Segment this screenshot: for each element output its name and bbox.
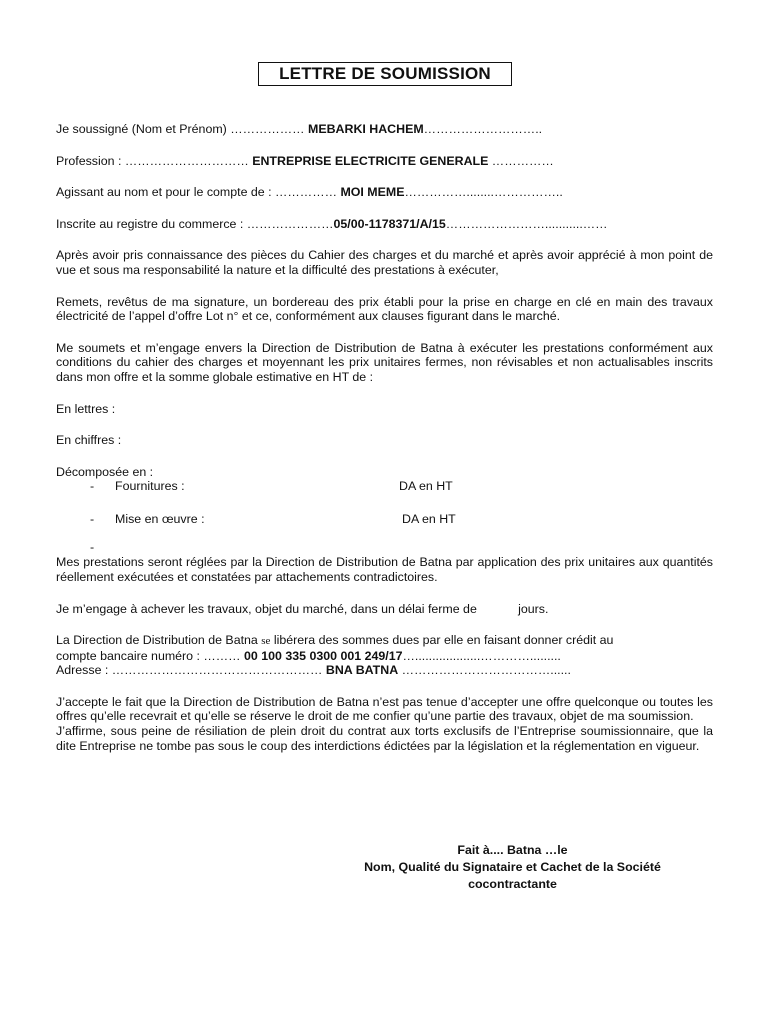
signature-title: Nom, Qualité du Signataire et Cachet de la Société	[364, 860, 661, 874]
address-value: BNA BATNA	[325, 663, 399, 678]
profession-value: ENTREPRISE ELECTRICITE GENERALE	[252, 153, 489, 168]
acting-value: MOI MEME	[340, 185, 405, 200]
signature-place-date: Fait à.... Batna …le	[457, 843, 568, 857]
account-suffix: …...................………….........	[402, 648, 561, 663]
registry-label: Inscrite au registre du commerce : …………………	[56, 216, 334, 231]
name-label: Je soussigné (Nom et Prénom) ………………	[56, 122, 309, 136]
breakdown-row-fournitures	[56, 479, 713, 494]
bank-account-field	[56, 649, 713, 664]
paragraph-remets: Remets, revêtus de ma signature, un bordereau des prix établi pour la prise en charge en clé en main des travaux électricité de l’appel d’offre Lot n° et ce, conformément aux clauses figurant dans le marché.	[56, 294, 713, 324]
breakdown-unit: DA en HT	[399, 479, 453, 494]
breakdown-unit: DA en HT	[402, 512, 456, 527]
registry-value: 05/00-1178371/A/15	[333, 216, 446, 231]
paragraph-affirme: J’affirme, sous peine de résiliation de plein droit du contrat aux torts exclusifs de l’Entreprise soumissionnaire, que la dite Entreprise ne tombe pas sous le coup des interdictions édictées par la législation et la réglementation en vigueur.	[56, 724, 713, 753]
profession-field	[56, 154, 713, 169]
breakdown-dash: -	[90, 479, 95, 494]
breakdown-row-mise-en-oeuvre	[56, 512, 713, 527]
en-lettres-label: En lettres :	[56, 401, 116, 416]
registry-field	[56, 217, 713, 232]
acting-field	[56, 185, 713, 200]
profession-suffix: ……………	[488, 153, 554, 168]
direction-text-a: La Direction de Distribution de Batna	[56, 633, 262, 648]
registry-suffix: ……………………...........……	[445, 216, 608, 231]
acting-suffix: ……………........……………..	[404, 185, 563, 200]
acting-label: Agissant au nom et pour le compte de : ……………	[56, 185, 341, 200]
name-suffix: ………………………..	[423, 122, 543, 136]
address-label: Adresse : ……………………………………………	[56, 663, 326, 678]
breakdown-row-empty	[56, 540, 713, 555]
account-number: 00 100 335 0300 001 249/17	[244, 648, 403, 663]
paragraph-prestations: Mes prestations seront réglées par la Direction de Distribution de Batna par application des prix unitaires aux quantités réellement exécutées et constatées par attachements contradictoires.	[56, 555, 713, 584]
document-body	[56, 122, 713, 753]
breakdown-label: Mise en œuvre :	[115, 512, 205, 527]
address-field	[56, 663, 713, 678]
name-field	[56, 122, 713, 137]
document-title: LETTRE DE SOUMISSION	[258, 62, 512, 86]
paragraph-apres: Après avoir pris connaissance des pièces du Cahier des charges et du marché et après avoir apprécié à mon point de vue et sous ma responsabilité la nature et la difficulté des prestations à exécuter,	[56, 248, 713, 277]
paragraph-direction	[56, 633, 713, 649]
profession-label: Profession : …………………………	[56, 153, 253, 168]
paragraph-accepte: J’accepte le fait que la Direction de Distribution de Batna n’est pas tenue d’accepter une offre quelconque ou toutes les offres qu’elle recevrait et qu’elle se réserve le droit de me confier qu’une partie des travaux, objet de ma soumission.	[56, 694, 713, 724]
paragraph-engage: Je m’engage à achever les travaux, objet du marché, dans un délai ferme de jours.	[56, 601, 549, 616]
breakdown-dash: -	[90, 540, 95, 555]
en-chiffres-label: En chiffres :	[56, 433, 122, 448]
breakdown-label: Fournitures :	[115, 479, 185, 494]
decomposee-label: Décomposée en :	[56, 464, 154, 479]
name-value: MEBARKI HACHEM	[308, 122, 424, 136]
paragraph-soumets: Me soumets et m’engage envers la Direction de Distribution de Batna à exécuter les prestations conformément aux conditions du cahier des charges et moyennant les prix unitaires fermes, non révisables et non actualisables inscrits dans mon offre et la somme globale estimative en HT de :	[56, 340, 713, 384]
address-suffix: ………………………………......	[398, 663, 571, 678]
account-label: compte bancaire numéro : ………	[56, 648, 245, 663]
direction-text-se: se	[261, 635, 271, 648]
signature-block	[340, 842, 685, 893]
signature-subtitle: cocontractante	[468, 877, 557, 891]
breakdown-dash: -	[90, 512, 95, 527]
direction-text-b: libérera des sommes dues par elle en faisant donner crédit au	[270, 633, 614, 648]
